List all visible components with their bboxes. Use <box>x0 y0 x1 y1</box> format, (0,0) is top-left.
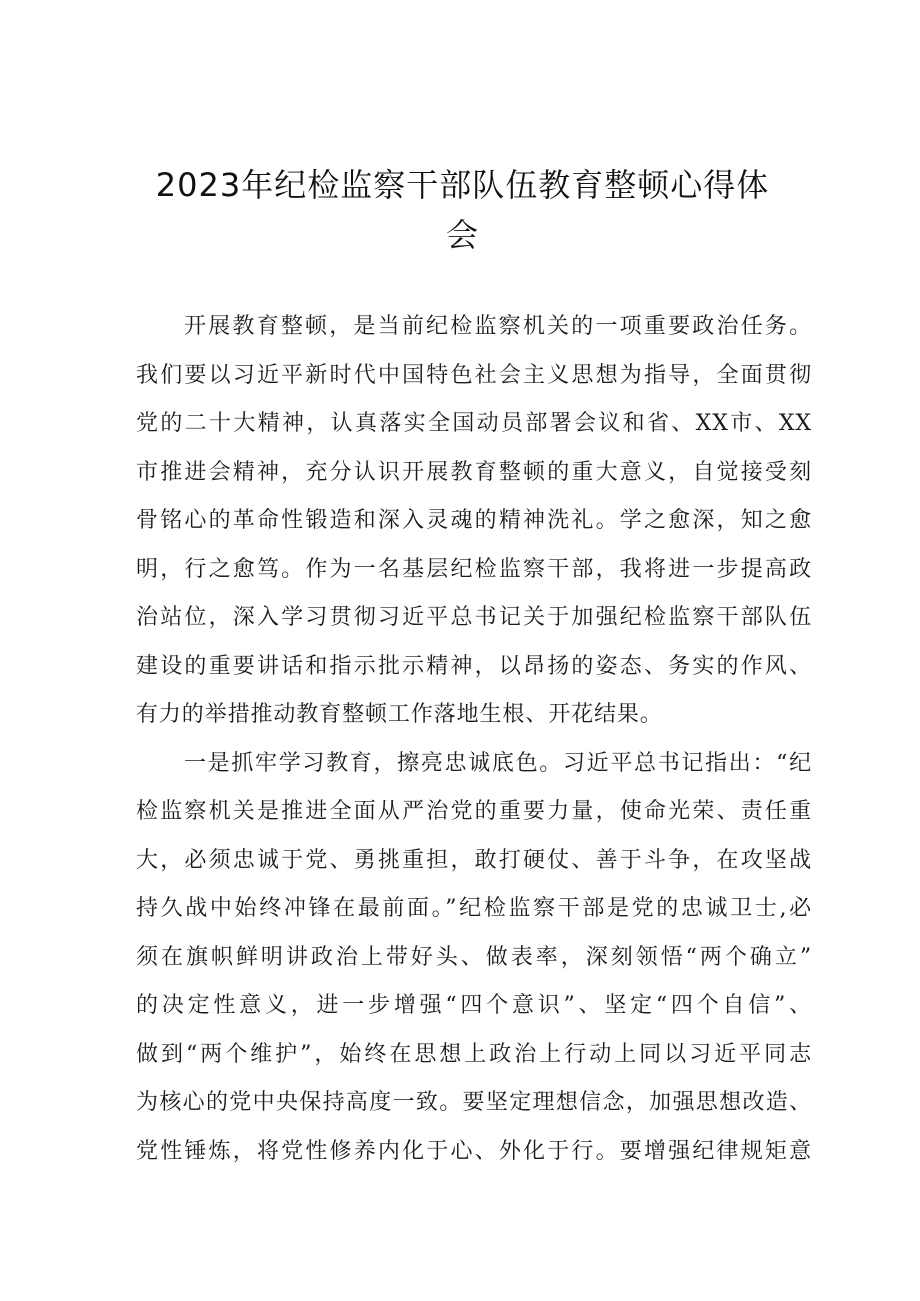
paragraph-line: 建设的重要讲话和指示批示精神，以昂扬的姿态、务实的作风、 <box>136 653 812 679</box>
paragraph <box>136 740 812 1177</box>
paragraph-line: 做到“两个维护”，始终在思想上政治上行动上同以习近平同志 <box>136 1041 812 1067</box>
paragraph-line: 的决定性意义，进一步增强“四个意识”、坚定“四个自信”、 <box>136 993 812 1018</box>
document-title <box>130 160 795 260</box>
paragraph-line: 骨铭心的革命性锻造和深入灵魂的精神洗礼。学之愈深，知之愈 <box>136 508 812 533</box>
paragraph-line: 明，行之愈笃。作为一名基层纪检监察干部，我将进一步提高政 <box>136 556 812 582</box>
title-line: 2023年纪检监察干部队伍教育整顿心得体 <box>155 166 770 204</box>
title-line: 会 <box>445 216 479 254</box>
paragraph-line: 党的二十大精神，认真落实全国动员部署会议和省、XX市、XX <box>136 411 812 436</box>
paragraph-line: 为核心的党中央保持高度一致。要坚定理想信念，加强思想改造、 <box>136 1090 812 1115</box>
paragraph-line: 一是抓牢学习教育，擦亮忠诚底色。习近平总书记指出：“纪 <box>184 750 812 776</box>
document-body <box>136 303 812 1176</box>
paragraph-line: 持久战中始终冲锋在最前面。”纪检监察干部是党的忠诚卫士,必 <box>136 896 812 921</box>
paragraph-line: 有力的举措推动教育整顿工作落地生根、开花结果。 <box>136 702 663 727</box>
paragraph-line: 须在旗帜鲜明讲政治上带好头、做表率，深刻领悟“两个确立” <box>136 944 812 970</box>
paragraph <box>136 303 812 740</box>
paragraph-line: 我们要以习近平新时代中国特色社会主义思想为指导，全面贯彻 <box>136 362 812 388</box>
paragraph-line: 党性锤炼，将党性修养内化于心、外化于行。要增强纪律规矩意 <box>136 1138 812 1164</box>
paragraph-line: 检监察机关是推进全面从严治党的重要力量，使命光荣、责任重 <box>136 799 812 824</box>
paragraph-line: 治站位，深入学习贯彻习近平总书记关于加强纪检监察干部队伍 <box>136 605 812 630</box>
paragraph-line: 市推进会精神，充分认识开展教育整顿的重大意义，自觉接受刻 <box>136 459 812 485</box>
paragraph-line: 大，必须忠诚于党、勇挑重担，敢打硬仗、善于斗争，在攻坚战 <box>136 847 812 873</box>
paragraph-line: 开展教育整顿，是当前纪检监察机关的一项重要政治任务。 <box>184 314 812 339</box>
